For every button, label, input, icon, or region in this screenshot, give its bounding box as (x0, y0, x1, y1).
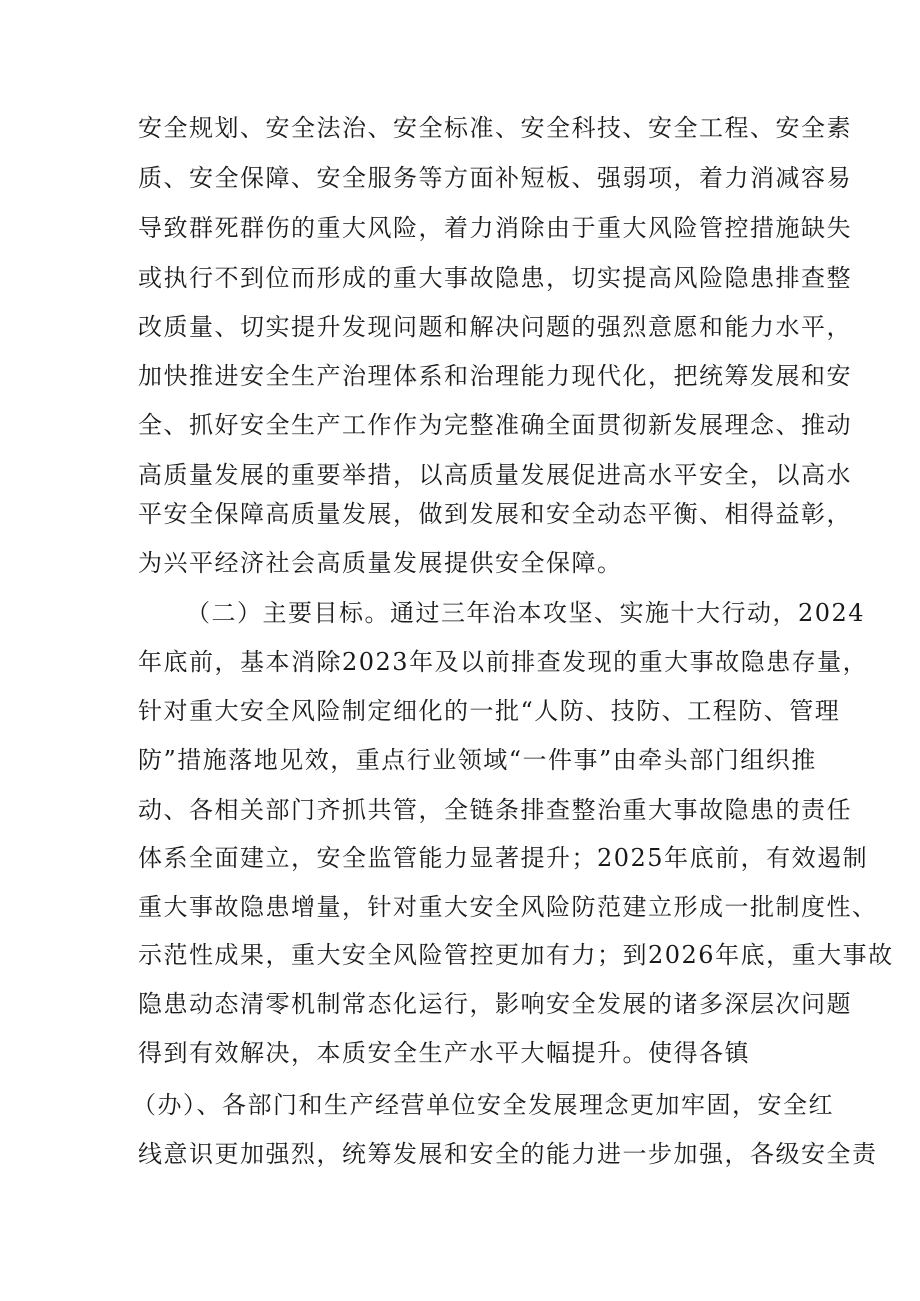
paragraph-line: 为兴平经济社会高质量发展提供安全保障。 (138, 549, 623, 577)
paragraph-line: 质、安全保障、安全服务等方面补短板、强弱项，着力消减容易 (138, 164, 852, 192)
paragraph-line: 高质量发展的重要举措，以高质量发展促进高水平安全，以高水 (138, 461, 852, 489)
paragraph-line: 针对重大安全风险制定细化的一批“人防、技防、工程防、管理 (138, 697, 841, 725)
paragraph-line: 动、各相关部门齐抓共管，全链条排查整治重大事故隐患的责任 (138, 796, 852, 824)
paragraph-line: 平安全保障高质量发展，做到发展和安全动态平衡、相得益彰， (138, 500, 852, 528)
paragraph-line: 防”措施落地见效，重点行业领域“一件事”由牵头部门组织推 (138, 746, 817, 774)
paragraph-line: 加快推进安全生产治理体系和治理能力现代化，把统筹发展和安 (138, 362, 852, 390)
paragraph-line: （办）、各部门和生产经营单位安全发展理念更加牢固，安全红 (132, 1091, 834, 1119)
paragraph-line: 体系全面建立，安全监管能力显著提升；2025年底前，有效遏制 (138, 844, 869, 872)
paragraph-line: 安全规划、安全法治、安全标准、安全科技、安全工程、安全素 (138, 114, 852, 142)
paragraph-line: 或执行不到位而形成的重大事故隐患，切实提高风险隐患排查整 (138, 264, 852, 292)
paragraph-line: 得到有效解决，本质安全生产水平大幅提升。使得各镇 (138, 1039, 750, 1067)
paragraph-line: 全、抓好安全生产工作作为完整准确全面贯彻新发展理念、推动 (138, 411, 852, 439)
paragraph-line: 改质量、切实提升发现问题和解决问题的强烈意愿和能力水平， (138, 313, 852, 341)
paragraph-line: 导致群死群伤的重大风险，着力消除由于重大风险管控措施缺失 (138, 214, 852, 242)
paragraph-line: 重大事故隐患增量，针对重大安全风险防范建立形成一批制度性、 (138, 893, 878, 921)
section-heading-line: （二）主要目标。通过三年治本攻坚、实施十大行动，2024 (186, 599, 866, 627)
paragraph-line: 隐患动态清零机制常态化运行，影响安全发展的诸多深层次问题 (138, 990, 852, 1018)
paragraph-line: 年底前，基本消除2023年及以前排查发现的重大事故隐患存量， (138, 648, 869, 676)
paragraph-line: 示范性成果，重大安全风险管控更加有力；到2026年底，重大事故 (138, 941, 894, 969)
paragraph-line: 线意识更加强烈，统筹发展和安全的能力进一步加强，各级安全责 (138, 1140, 878, 1168)
